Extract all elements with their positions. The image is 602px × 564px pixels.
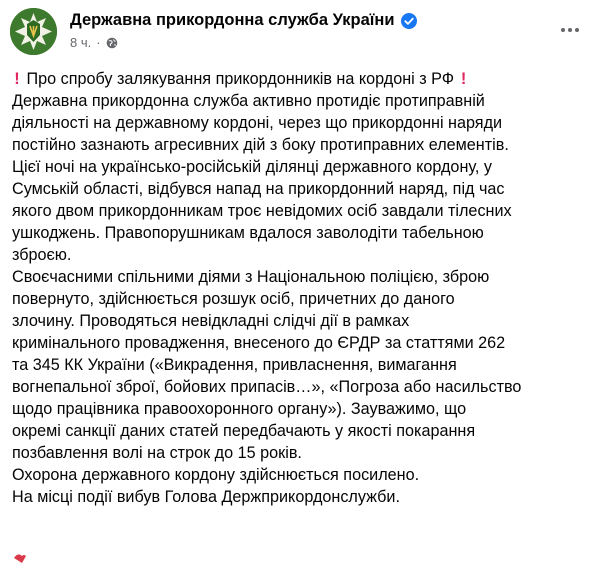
post-line: Своєчасними спільними діями з Національною поліцією, зброю	[12, 268, 490, 286]
more-dot	[575, 28, 579, 32]
more-options-button[interactable]	[556, 20, 584, 40]
post-line: та 345 КК України («Викрадення, привласнення, вимагання	[12, 356, 457, 374]
post-line: кримінального провадження, внесеного до ЄРДР за статтями 262	[12, 334, 506, 352]
post-meta	[70, 35, 118, 50]
page-name-text[interactable]: Державна прикордонна служба України	[70, 11, 395, 29]
border-guard-emblem-icon	[10, 8, 57, 55]
post-line: Цієї ночі на українсько-російській ділянці державного кордону, у	[12, 158, 492, 176]
more-dot	[568, 28, 572, 32]
page-name[interactable]	[70, 11, 417, 30]
post-line: На місці події вибув Голова Держприкордонслужби.	[12, 488, 400, 506]
page-avatar[interactable]	[10, 8, 57, 55]
post-text	[12, 68, 592, 508]
post-line: Охорона державного кордону здійснюється посилено.	[12, 466, 420, 484]
post-line: повернуто, здійснюється розшук осіб, причетних до даного	[12, 290, 455, 308]
post-line: окремі санкції даних статей передбачають у якості покарання	[12, 422, 476, 440]
post-line: якого двом прикордонникам троє невідомих осіб завдали тілесних	[12, 202, 512, 220]
post-line: вогнепальної зброї, бойових припасів…», «Погроза або насильство	[12, 378, 522, 396]
post-line: постійно зазнають агресивних дій з боку протиправних елементів.	[12, 136, 509, 154]
post-line: щодо працівника правоохоронного органу»). Зауважимо, що	[12, 400, 467, 418]
more-dot	[561, 28, 565, 32]
meta-separator: ·	[96, 35, 101, 50]
post-headline-line	[12, 68, 592, 90]
partial-emoji-icon	[10, 550, 32, 564]
post-headline: Про спробу залякування прикордонників на кордоні з РФ	[26, 70, 455, 88]
post-timestamp[interactable]: 8 ч.	[70, 35, 92, 50]
red-exclamation-icon: !	[14, 70, 20, 88]
globe-icon[interactable]	[106, 37, 118, 49]
post-line: ушкоджень. Правопорушникам вдалося заволодіти табельною	[12, 224, 484, 242]
post-line: діяльності на державному кордоні, через що прикордонні наряди	[12, 114, 503, 132]
post-line: зброєю.	[12, 246, 72, 264]
post-line: Державна прикордонна служба активно протидіє протиправній	[12, 92, 485, 110]
post-line: Сумській області, відбувся напад на прикордонний наряд, під час	[12, 180, 505, 198]
red-exclamation-icon: !	[460, 70, 467, 88]
post-header	[10, 8, 592, 58]
verified-badge-icon	[401, 13, 417, 29]
post-line: позбавлення волі на строк до 15 років.	[12, 444, 302, 462]
post-line: злочину. Проводяться невідкладні слідчі дії в рамках	[12, 312, 410, 330]
